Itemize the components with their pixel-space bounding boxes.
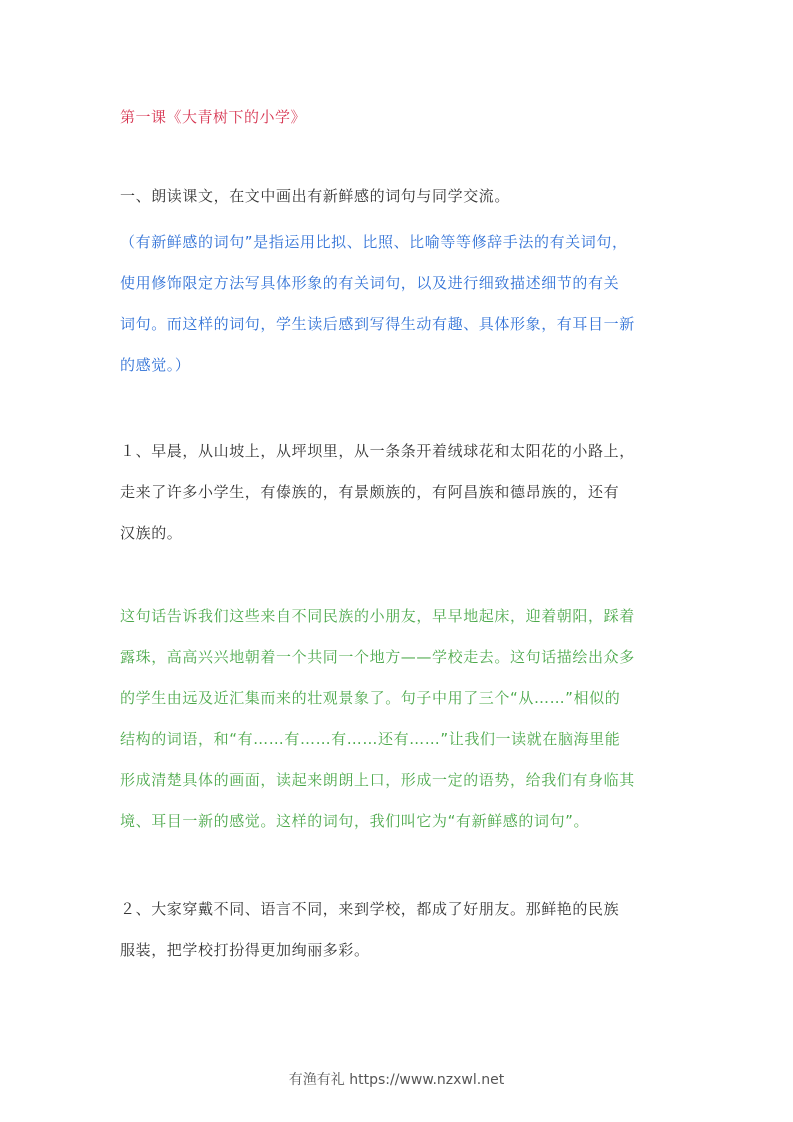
sentence-1-line: １、早晨，从山坡上，从坪坝里，从一条条开着绒球花和太阳花的小路上，	[120, 442, 635, 460]
note-line: 的感觉。）	[120, 356, 191, 374]
analysis-line: 的学生由远及近汇集而来的壮观景象了。句子中用了三个“从……”相似的	[120, 689, 621, 707]
sentence-2-line: 服装，把学校打扮得更加绚丽多彩。	[120, 941, 370, 959]
note-line: （有新鲜感的词句”是指运用比拟、比照、比喻等等修辞手法的有关词句，	[120, 233, 628, 251]
analysis-line: 形成清楚具体的画面，读起来朗朗上口，形成一定的语势，给我们有身临其	[120, 771, 635, 789]
footer-watermark: 有渔有礼 https://www.nzxwl.net	[288, 1072, 505, 1088]
analysis-line: 境、耳目一新的感觉。这样的词句，我们叫它为“有新鲜感的词句”。	[120, 812, 590, 830]
lesson-title: 第一课《大青树下的小学》	[120, 108, 307, 126]
note-line: 词句。而这样的词句，学生读后感到写得生动有趣、具体形象，有耳目一新	[120, 315, 635, 333]
sentence-2	[120, 889, 680, 971]
analysis-paragraph	[120, 596, 680, 842]
sentence-1-line: 汉族的。	[120, 524, 183, 542]
question-heading-text: 一、朗读课文，在文中画出有新鲜感的词句与同学交流。	[120, 187, 511, 205]
sentence-1	[120, 431, 680, 554]
analysis-line: 结构的词语，和“有……有……有……还有……”让我们一读就在脑海里能	[120, 730, 621, 748]
sentence-1-line: 走来了许多小学生，有傣族的，有景颇族的，有阿昌族和德昂族的，还有	[120, 483, 620, 501]
analysis-line: 露珠，高高兴兴地朝着一个共同一个地方——学校走去。这句话描绘出众多	[120, 648, 635, 666]
sentence-2-line: ２、大家穿戴不同、语言不同，来到学校，都成了好朋友。那鲜艳的民族	[120, 900, 620, 918]
note-paragraph	[120, 222, 680, 386]
question-heading	[120, 176, 680, 217]
analysis-line: 这句话告诉我们这些来自不同民族的小朋友，早早地起床，迎着朝阳，踩着	[120, 607, 635, 625]
note-line: 使用修饰限定方法写具体形象的有关词句，以及进行细致描述细节的有关	[120, 274, 620, 292]
